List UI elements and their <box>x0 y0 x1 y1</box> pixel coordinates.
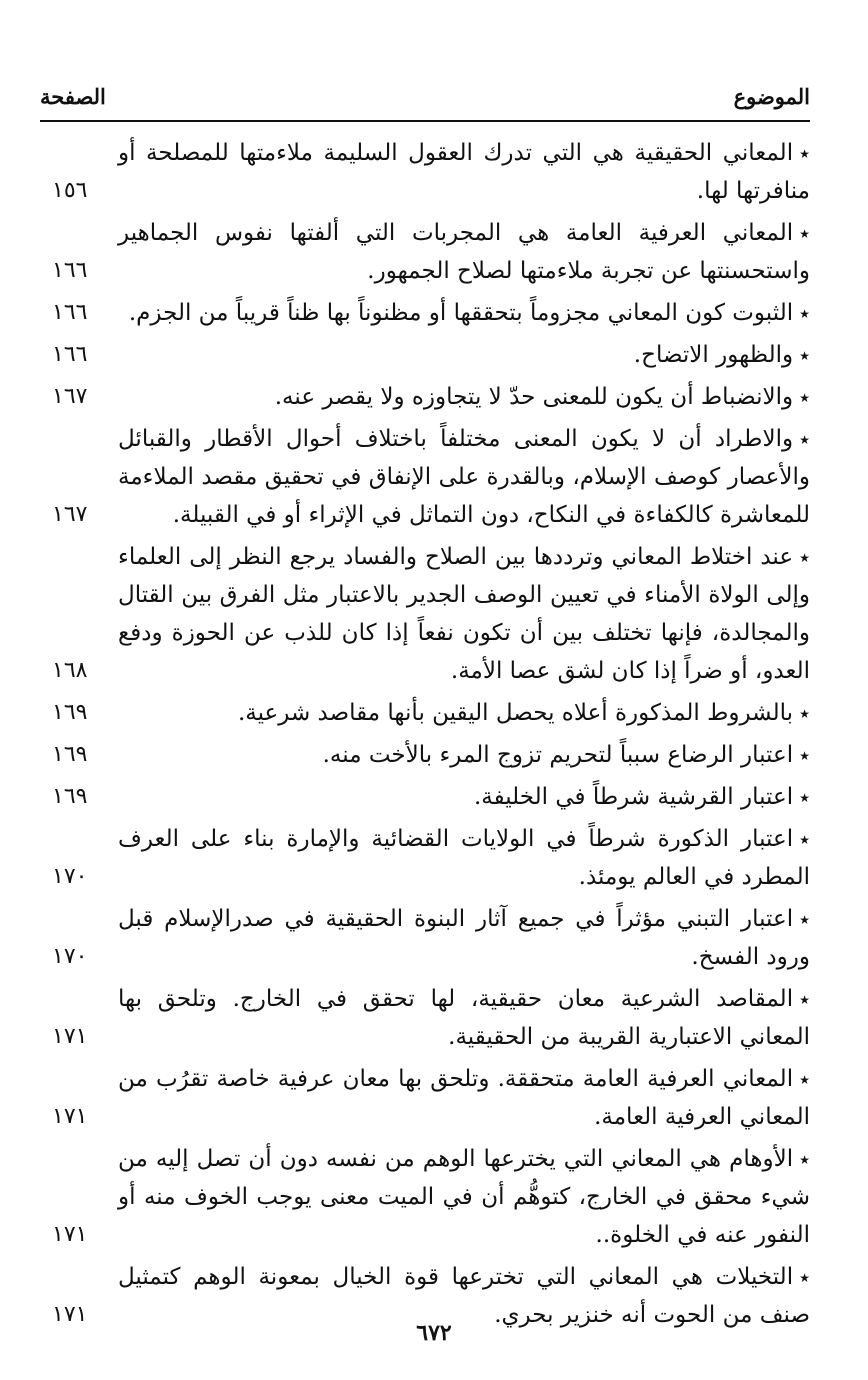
list-item <box>40 694 810 732</box>
entry-topic: اعتبار التبني مؤثراً في جميع آثار البنوة الحقيقية في صدرالإسلام قبل ورود الفسخ. <box>118 906 810 970</box>
entry-page-number: ١٦٦ <box>52 342 88 367</box>
list-item <box>40 294 810 332</box>
entry-text <box>118 1060 810 1136</box>
asterisk-bullet-icon: ٭ <box>799 907 810 931</box>
asterisk-bullet-icon: ٭ <box>799 743 810 767</box>
list-item <box>40 778 810 816</box>
list-item <box>40 980 810 1056</box>
entry-text <box>118 538 810 690</box>
asterisk-bullet-icon: ٭ <box>799 1067 810 1091</box>
entry-topic: عند اختلاط المعاني وترددها بين الصلاح والفساد يرجع النظر إلى العلماء وإلى الولاة الأمناء في تعيين الوصف الجدير بالاعتبار مثل الفرق بين القتال والمجالدة، فإنها تختلف بين أن تكون نفعاً إذا كان للذب عن الحوزة ودفع العدو، أو ضراً إذا كان لشق عصا الأمة. <box>118 544 810 684</box>
list-item <box>40 134 810 210</box>
list-item <box>40 1060 810 1136</box>
list-item <box>40 538 810 690</box>
list-item <box>40 736 810 774</box>
page-column-heading: الصفحة <box>40 84 106 109</box>
entry-page-number: ١٦٩ <box>52 742 88 767</box>
page-number: ٦٧٢ <box>416 1320 452 1346</box>
header-divider <box>40 120 810 122</box>
list-item <box>40 214 810 290</box>
entry-page-number: ١٧١ <box>52 1302 88 1327</box>
entry-topic: المعاني الحقيقية هي التي تدرك العقول السليمة ملاءمتها للمصلحة أو منافرتها لها. <box>118 140 810 204</box>
entry-page-number: ١٧١ <box>52 1024 88 1049</box>
asterisk-bullet-icon: ٭ <box>799 141 810 165</box>
asterisk-bullet-icon: ٭ <box>799 385 810 409</box>
list-item <box>40 820 810 896</box>
asterisk-bullet-icon: ٭ <box>799 343 810 367</box>
asterisk-bullet-icon: ٭ <box>799 987 810 1011</box>
table-header <box>40 84 810 114</box>
entry-page-number: ١٧٠ <box>52 944 88 969</box>
entry-page-number: ١٧١ <box>52 1104 88 1129</box>
entry-text <box>118 694 810 732</box>
entry-text <box>118 214 810 290</box>
entry-topic: والاطراد أن لا يكون المعنى مختلفاً باختلاف أحوال الأقطار والقبائل والأعصار كوصف الإسلام، وبالقدرة على الإنفاق في تحقيق مقصد الملاءمة للمعاشرة كالكفاءة في النكاح، دون التماثل في الإثراء أو في القبيلة. <box>118 426 810 528</box>
entry-page-number: ١٦٨ <box>52 658 88 683</box>
entry-topic: المقاصد الشرعية معان حقيقية، لها تحقق في الخارج. وتلحق بها المعاني الاعتبارية القريبة من الحقيقية. <box>118 986 810 1050</box>
entry-page-number: ١٧٠ <box>52 864 88 889</box>
list-item <box>40 1140 810 1254</box>
list-item <box>40 336 810 374</box>
entry-topic: المعاني العرفية العامة متحققة. وتلحق بها معان عرفية خاصة تقرُب من المعاني العرفية العامة. <box>118 1066 810 1130</box>
entry-text <box>118 134 810 210</box>
entry-text <box>118 378 810 416</box>
entry-text <box>118 1140 810 1254</box>
entry-list <box>40 134 810 1338</box>
asterisk-bullet-icon: ٭ <box>799 221 810 245</box>
entry-topic: والظهور الاتضاح. <box>633 342 794 368</box>
asterisk-bullet-icon: ٭ <box>799 1265 810 1289</box>
entry-topic: بالشروط المذكورة أعلاه يحصل اليقين بأنها مقاصد شرعية. <box>237 700 794 726</box>
list-item <box>40 378 810 416</box>
entry-page-number: ١٦٧ <box>52 502 88 527</box>
entry-page-number: ١٧١ <box>52 1222 88 1247</box>
entry-text <box>118 980 810 1056</box>
entry-topic: اعتبار القرشية شرطاً في الخليفة. <box>473 784 794 810</box>
entry-text <box>118 420 810 534</box>
entry-page-number: ١٦٦ <box>52 258 88 283</box>
entry-topic: اعتبار الرضاع سبباً لتحريم تزوج المرء بالأخت منه. <box>322 742 794 768</box>
entry-text <box>118 294 810 332</box>
subject-column-heading: الموضوع <box>733 84 810 109</box>
entry-text <box>118 820 810 896</box>
asterisk-bullet-icon: ٭ <box>799 785 810 809</box>
asterisk-bullet-icon: ٭ <box>799 301 810 325</box>
entry-page-number: ١٥٦ <box>52 178 88 203</box>
entry-page-number: ١٦٩ <box>52 700 88 725</box>
entry-page-number: ١٦٩ <box>52 784 88 809</box>
entry-topic: الثبوت كون المعاني مجزوماً بتحققها أو مظنوناً بها ظناً قريباً من الجزم. <box>128 300 794 326</box>
entry-topic: اعتبار الذكورة شرطاً في الولايات القضائية والإمارة بناء على العرف المطرد في العالم يومئذ. <box>118 826 810 890</box>
entry-topic: المعاني العرفية العامة هي المجربات التي ألفتها نفوس الجماهير واستحسنتها عن تجربة ملاءمتها لصلاح الجمهور. <box>118 220 810 284</box>
asterisk-bullet-icon: ٭ <box>799 1147 810 1171</box>
asterisk-bullet-icon: ٭ <box>799 545 810 569</box>
entry-text <box>118 336 810 374</box>
entry-topic: والانضباط أن يكون للمعنى حدّ لا يتجاوزه ولا يقصر عنه. <box>274 384 794 410</box>
entry-page-number: ١٦٦ <box>52 300 88 325</box>
entry-text <box>118 900 810 976</box>
entry-topic: الأوهام هي المعاني التي يخترعها الوهم من نفسه دون أن تصل إليه من شيء محقق في الخارج، كتوهُّم أن في الميت معنى يوجب الخوف منه أو النفور عنه في الخلوة.. <box>118 1146 810 1248</box>
entry-page-number: ١٦٧ <box>52 384 88 409</box>
asterisk-bullet-icon: ٭ <box>799 427 810 451</box>
asterisk-bullet-icon: ٭ <box>799 827 810 851</box>
asterisk-bullet-icon: ٭ <box>799 701 810 725</box>
list-item <box>40 900 810 976</box>
entry-text <box>118 778 810 816</box>
list-item <box>40 420 810 534</box>
entry-text <box>118 736 810 774</box>
entry-topic: التخيلات هي المعاني التي تخترعها قوة الخيال بمعونة الوهم كتمثيل صنف من الحوت أنه خنزير بحري. <box>118 1264 810 1328</box>
